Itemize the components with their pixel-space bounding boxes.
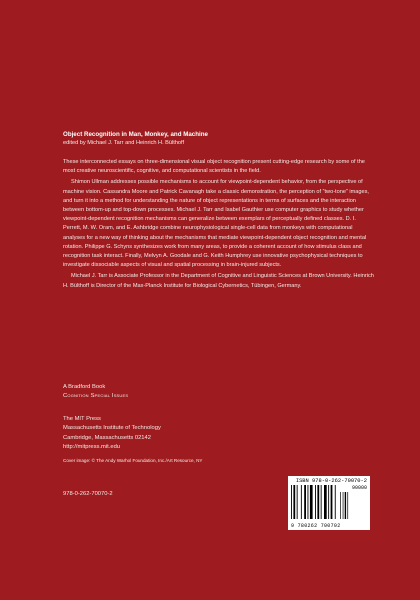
publisher-city: Cambridge, Massachusetts 02142	[63, 434, 151, 441]
publisher-block	[63, 415, 161, 453]
series-name: Cognition Special Issues	[63, 393, 129, 400]
barcode-digits: 9 780262 700702	[291, 523, 341, 529]
isbn-text: 978-0-262-70070-2	[63, 491, 113, 497]
barcode-addon-number: 90000	[351, 485, 367, 491]
imprint-label: A Bradford Book	[63, 384, 106, 390]
book-title: Object Recognition in Man, Monkey, and Machine	[63, 131, 208, 138]
barcode-box	[288, 476, 370, 530]
series-block	[63, 383, 128, 402]
publisher-url: http://mitpress.mit.edu	[63, 444, 121, 451]
description	[63, 158, 375, 293]
description-paragraph-contents: Shimon Ullman addresses possible mechanisms to account for viewpoint-dependent behavior, from the perspective of machine vision. Cassandra Moore and Patrick Cavanagh take a classic demonstration, the perception of “two-tone” images, and turn it into a method for understanding the nature of object representations in terms of surfaces and the interaction between bottom-up and top-down processes. Michael J. Tarr and Isabel Gauthier use computer graphics to study whether viewpoint-dependent recognition mechanisms can generalize between exemplars of perceptually defined classes. D. I. Perrett, M. W. Oram, and E. Ashbridge combine neurophysiological single-cell data from monkeys with computational analyses for a new way of thinking about the mechanisms that mediate viewpoint-dependent object recognition and mental rotation. Philippe G. Schyns synthesizes work from many areas, to provide a coherent account of how stimulus class and recognition task interact. Finally, Melvyn A. Goodale and G. Keith Humphrey use innovative psychophysical techniques to investigate dissociable aspects of visual and spatial processing in brain-injured subjects.	[63, 179, 369, 269]
title-block	[63, 130, 383, 147]
cover-credit: Cover image: © The Andy Warhol Foundation, Inc./Art Resource, NY	[63, 458, 203, 463]
barcode-isbn-label: ISBN 978-0-262-70070-2	[295, 478, 367, 484]
description-paragraph-intro: These interconnected essays on three-dimensional visual object recognition present cutting-edge research by some of the most creative neuroscientific, cognitive, and computational scientists in the field.	[63, 159, 365, 175]
description-paragraph-authors: Michael J. Tarr is Associate Professor in the Department of Cognitive and Linguistic Sciences at Brown University. Heinrich H. Bülthoff is Director of the Max-Planck Institute for Biological Cybernetics, Tübingen, Germany.	[63, 273, 374, 289]
barcode-icon	[291, 485, 349, 519]
publisher-name: The MIT Press	[63, 416, 101, 422]
book-editors: edited by Michael J. Tarr and Heinrich H. Bülthoff	[63, 140, 185, 146]
publisher-institution: Massachusetts Institute of Technology	[63, 425, 161, 432]
